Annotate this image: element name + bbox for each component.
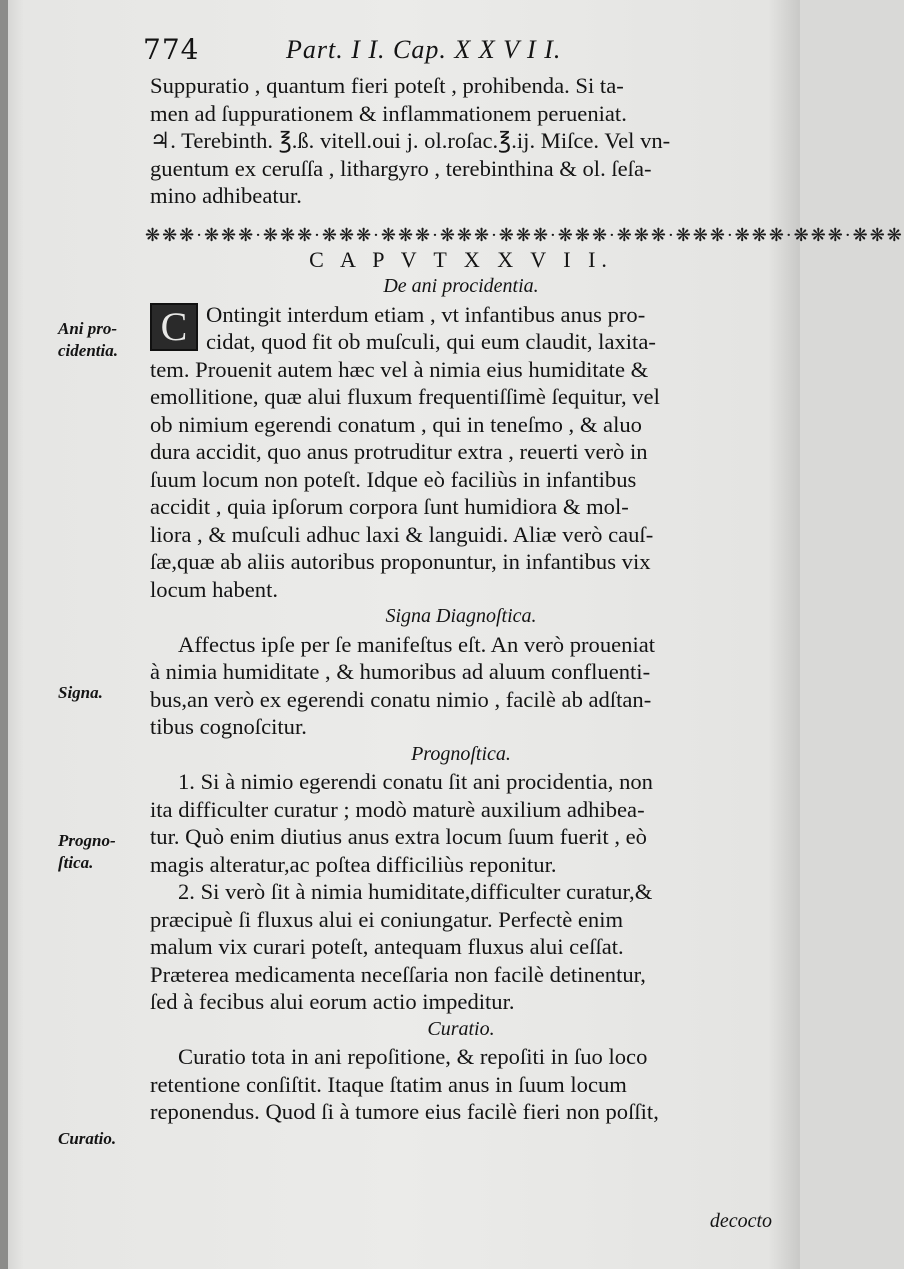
text-line: ſæ,quæ ab aliis autoribus proponuntur, in infantibus vix — [150, 549, 651, 574]
page-gutter — [0, 0, 8, 1269]
text-line: accidit , quia ipſorum corpora ſunt humidiora & mol- — [150, 494, 629, 519]
chapter-title: C A P V T X X V I I. — [309, 246, 613, 272]
margin-note-signa: Signa. — [58, 683, 103, 702]
curatio-heading: Curatio. — [427, 1017, 495, 1040]
text-line: ſed à fecibus alui eorum actio impeditur. — [150, 989, 515, 1014]
text-line: 2. Si verò ſit à nimia humiditate,difficulter curatur,& — [178, 879, 653, 904]
text-line: bus,an verò ex egerendi conatu nimio , facilè ab adſtan- — [150, 686, 652, 712]
text-line: Præterea medicamenta neceſſaria non facilè detinentur, — [150, 961, 646, 987]
page-header — [143, 33, 763, 71]
text-line: tibus cognoſcitur. — [150, 714, 307, 739]
chapter-subtitle: De ani procidentia. — [383, 275, 539, 297]
margin-note-prognostica: Progno- ſtica. — [58, 831, 116, 872]
text-line: retentione conſiſtit. Itaque ſtatim anus in ſuum locum — [150, 1071, 627, 1097]
decorative-ornament-band: ❋❋❋·❋❋❋·❋❋❋·❋❋❋·❋❋❋·❋❋❋·❋❋❋·❋❋❋·❋❋❋·❋❋❋·❋❋❋·❋❋❋·❋❋❋ — [145, 225, 904, 246]
previous-chapter-ending — [150, 72, 772, 210]
text-line: ita difficulter curatur ; modò maturè auxilium adhibea- — [150, 796, 645, 822]
text-line: tur. Quò enim diutius anus extra locum ſuum fuerit , eò — [150, 824, 647, 849]
text-line: emollitione, quæ alui fluxum frequentiſſimè ſequitur, vel — [150, 384, 660, 409]
text-line: præcipuè ſi fluxus alui ei coniungatur. Perfectè enim — [150, 906, 624, 932]
text-line: reponendus. Quod ſi à tumore eius facilè fieri non poſſit, — [150, 1099, 659, 1124]
text-line: men ad ſuppurationem & inflammationem perueniat. — [150, 100, 627, 126]
margin-note-curatio: Curatio. — [58, 1129, 117, 1148]
prognostica-heading: Prognoſtica. — [411, 742, 511, 765]
margin-note-ani: Ani pro- cidentia. — [58, 319, 118, 360]
text-line: guentum ex ceruſſa , lithargyro , terebinthina & ol. ſeſa- — [150, 155, 652, 181]
text-line: cidat, quod fit ob muſculi, qui eum claudit, laxita- — [206, 329, 656, 354]
text-line: dura accidit, quo anus protruditur extra , reuerti verò in — [150, 439, 648, 464]
section-intro — [150, 301, 772, 604]
text-line: ob nimium egerendi conatum , qui in teneſmo , & aluo — [150, 411, 642, 437]
running-head: Part. I I. Cap. X X V I I. — [286, 35, 562, 64]
section-signa — [150, 631, 772, 741]
text-line: Affectus ipſe per ſe manifeſtus eſt. An verò proueniat — [178, 631, 656, 657]
section-prognostica — [150, 768, 772, 1016]
text-line: tem. Prouenit autem hæc vel à nimia eius humiditate & — [150, 356, 649, 382]
text-line: à nimia humiditate , & humoribus ad aluum confluenti- — [150, 659, 651, 684]
text-line: malum vix curari poteſt, antequam fluxus alui ceſſat. — [150, 934, 624, 959]
page-number: 774 — [143, 33, 200, 66]
text-line: Curatio tota in ani repoſitione, & repoſiti in ſuo loco — [178, 1044, 648, 1069]
catchword: decocto — [709, 1210, 772, 1232]
text-line: locum habent. — [150, 576, 278, 602]
text-line: Ontingit interdum etiam , vt infantibus anus pro- — [206, 301, 646, 327]
text-line: Suppuratio , quantum fieri poteſt , prohibenda. Si ta- — [150, 73, 624, 98]
text-line: ſuum locum non poteſt. Idque eò faciliùs in infantibus — [150, 466, 637, 492]
section-curatio — [150, 1043, 772, 1126]
text-line: ♃. Terebinth. ℥.ß. vitell.oui j. ol.roſac.℥.ij. Miſce. Vel vn- — [150, 128, 671, 153]
text-line: mino adhibeatur. — [150, 183, 302, 208]
signa-heading: Signa Diagnoſtica. — [385, 605, 537, 627]
text-line: 1. Si à nimio egerendi conatu ſit ani procidentia, non — [178, 769, 653, 794]
text-line: liora , & muſculi adhuc laxi & languidi. Aliæ verò cauſ- — [150, 521, 654, 547]
text-line: magis alteratur,ac poſtea difficiliùs reponitur. — [150, 851, 557, 877]
drop-cap-initial: C — [150, 303, 198, 351]
